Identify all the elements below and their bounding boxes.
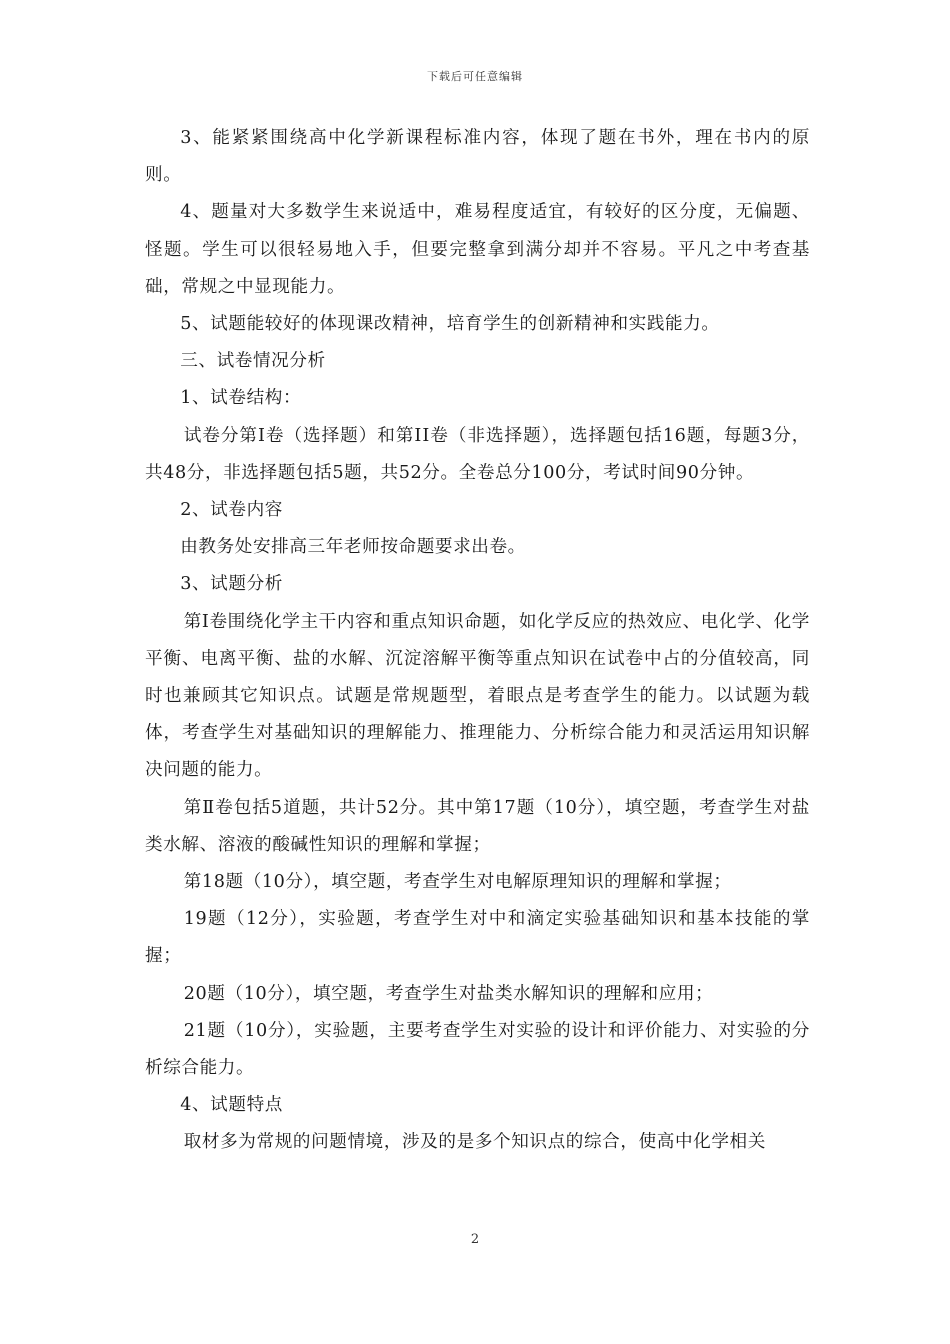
- paragraph-principle-5: 5、试题能较好的体现课改精神，培育学生的创新精神和实践能力。: [180, 314, 720, 335]
- page-number: 2: [470, 1232, 480, 1247]
- paragraph-question-18: 第18题（10分），填空题，考查学生对电解原理知识的理解和掌握；: [183, 872, 732, 893]
- subheading-question-analysis: 3、试题分析: [180, 574, 283, 595]
- paragraph-structure: 试卷分第Ⅰ卷（选择题）和第ⅠI卷（非选择题），选择题包括16题，每题3分，共48分，非选择题包括5题，共52分。全卷总分100分，考试时间90分钟。: [145, 425, 810, 483]
- paragraph-question-20: 20题（10分），填空题，考查学生对盐类水解知识的理解和应用；: [183, 983, 714, 1004]
- paragraph-question-19: 19题（12分），实验题，考查学生对中和滴定实验基础知识和基本技能的掌握；: [145, 909, 810, 967]
- subheading-features: 4、试题特点: [180, 1095, 283, 1116]
- document-body: [145, 120, 810, 1162]
- paragraph-question-21: 21题（10分），实验题，主要考查学生对实验的设计和评价能力、对实验的分析综合能力。: [145, 1020, 810, 1079]
- section-heading-analysis: 三、试卷情况分析: [180, 351, 326, 372]
- paragraph-principle-3: 3、能紧紧围绕高中化学新课程标准内容，体现了题在书外，理在书内的原则。: [145, 128, 810, 186]
- subheading-content: 2、试卷内容: [180, 500, 283, 521]
- paragraph-features: 取材多为常规的问题情境，涉及的是多个知识点的综合，使高中化学相关: [183, 1132, 766, 1153]
- subheading-structure: 1、试卷结构：: [180, 388, 302, 409]
- paragraph-volume-1: 第Ⅰ卷围绕化学主干内容和重点知识命题，如化学反应的热效应、电化学、化学平衡、电离平衡、盐的水解、沉淀溶解平衡等重点知识在试卷中占的分值较高，同时也兼顾其它知识点。试题是常规题型，着眼点是考查学生的能力。以试题为载体，考查学生对基础知识的理解能力、推理能力、分析综合能力和灵活运用知识解决问题的能力。: [145, 611, 810, 781]
- paragraph-content: 由教务处安排高三年老师按命题要求出卷。: [180, 537, 526, 558]
- paragraph-volume-2: 第Ⅱ卷包括5道题，共计52分。其中第17题（10分），填空题，考查学生对盐类水解、溶液的酸碱性知识的理解和掌握；: [145, 797, 810, 855]
- page-header: 下载后可任意编辑: [427, 70, 523, 83]
- paragraph-principle-4: 4、题量对大多数学生来说适中，难易程度适宜，有较好的区分度，无偏题、怪题。学生可以很轻易地入手，但要完整拿到满分却并不容易。平凡之中考查基础，常规之中显现能力。: [145, 202, 810, 297]
